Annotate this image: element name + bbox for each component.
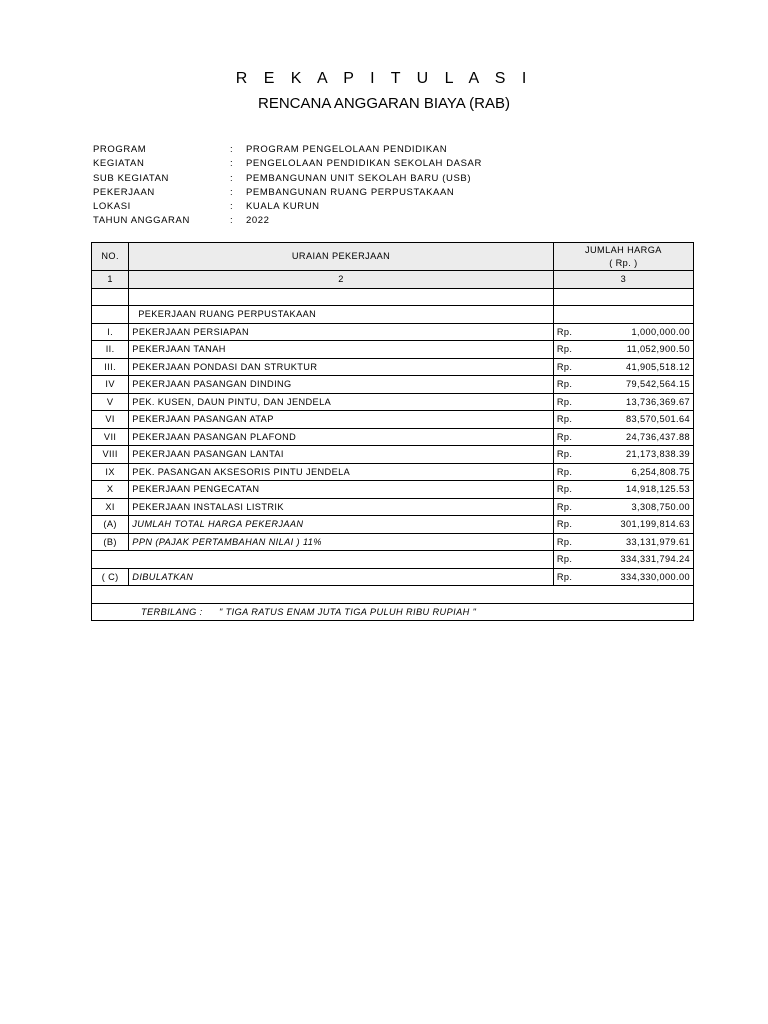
rounded-no: ( C) <box>92 568 129 586</box>
row-amount: 6,254,808.75 <box>586 463 693 481</box>
header-desc: URAIAN PEKERJAAN <box>129 243 554 271</box>
row-no: III. <box>92 358 129 376</box>
document-title: R E K A P I T U L A S I <box>235 70 533 87</box>
terbilang-label: TERBILANG : <box>141 606 203 617</box>
info-label: LOKASI <box>93 201 131 213</box>
row-amount: 79,542,564.15 <box>586 376 693 394</box>
row-no: V <box>92 393 129 411</box>
row-amount: 41,905,518.12 <box>586 358 693 376</box>
row-currency: Rp. <box>553 393 586 411</box>
total-amount: 301,199,814.63 <box>586 516 693 534</box>
header-no: NO. <box>92 243 129 271</box>
blank-row <box>92 288 694 306</box>
row-desc: PEK. KUSEN, DAUN PINTU, DAN JENDELA <box>129 393 554 411</box>
row-amount: 83,570,501.64 <box>586 411 693 429</box>
info-label: KEGIATAN <box>93 158 145 170</box>
row-desc: PEKERJAAN PENGECATAN <box>129 481 554 499</box>
rounded-amount: 334,330,000.00 <box>586 568 693 586</box>
info-label: PROGRAM <box>93 144 147 155</box>
row-desc: PEK. PASANGAN AKSESORIS PINTU JENDELA <box>129 463 554 481</box>
row-no: IX <box>92 463 129 481</box>
info-row-pekerjaan <box>93 186 482 200</box>
row-currency: Rp. <box>553 498 586 516</box>
info-value: PROGRAM PENGELOLAAN PENDIDIKAN <box>246 144 448 155</box>
info-row-program <box>93 143 482 157</box>
index-3: 3 <box>553 271 693 289</box>
table-header-row <box>92 243 694 271</box>
info-label: SUB KEGIATAN <box>93 172 170 184</box>
index-1: 1 <box>92 271 129 289</box>
info-row-tahun-anggaran <box>93 214 482 228</box>
info-row-kegiatan <box>93 157 482 171</box>
table-row <box>92 411 694 429</box>
row-desc: PEKERJAAN PASANGAN DINDING <box>129 376 554 394</box>
row-amount: 1,000,000.00 <box>586 323 693 341</box>
document-subtitle: RENCANA ANGGARAN BIAYA (RAB) <box>257 95 510 112</box>
row-currency: Rp. <box>553 411 586 429</box>
table-row <box>92 323 694 341</box>
column-index-row <box>92 271 694 289</box>
table-row <box>92 341 694 359</box>
info-separator: : <box>230 144 234 155</box>
grand-total-row <box>92 551 694 569</box>
info-row-lokasi <box>93 200 482 214</box>
table-row <box>92 498 694 516</box>
row-amount: 24,736,437.88 <box>586 428 693 446</box>
section-row <box>92 306 694 324</box>
table-row <box>92 446 694 464</box>
ppn-desc: PPN (PAJAK PERTAMBAHAN NILAI ) 11% <box>129 533 554 551</box>
grand-amount: 334,331,794.24 <box>586 551 693 569</box>
info-separator: : <box>230 215 234 227</box>
section-title: PEKERJAAN RUANG PERPUSTAKAAN <box>129 306 554 324</box>
info-value: 2022 <box>246 215 270 227</box>
row-desc: PEKERJAAN TANAH <box>129 341 554 359</box>
row-currency: Rp. <box>553 323 586 341</box>
ppn-currency: Rp. <box>553 533 586 551</box>
row-no: XI <box>92 498 129 516</box>
rab-table <box>91 242 694 621</box>
row-currency: Rp. <box>553 358 586 376</box>
table-row <box>92 376 694 394</box>
program-info <box>93 143 482 229</box>
info-separator: : <box>230 186 234 198</box>
total-row <box>92 516 694 534</box>
total-desc: JUMLAH TOTAL HARGA PEKERJAAN <box>129 516 554 534</box>
row-amount: 21,173,838.39 <box>586 446 693 464</box>
ppn-no: (B) <box>92 533 129 551</box>
terbilang-text: " TIGA RATUS ENAM JUTA TIGA PULUH RIBU RUPIAH " <box>219 606 477 617</box>
table-row <box>92 481 694 499</box>
info-row-sub-kegiatan <box>93 172 482 186</box>
ppn-amount: 33,131,979.61 <box>586 533 693 551</box>
total-currency: Rp. <box>553 516 586 534</box>
row-currency: Rp. <box>553 481 586 499</box>
row-desc: PEKERJAAN PERSIAPAN <box>129 323 554 341</box>
rounded-currency: Rp. <box>553 568 586 586</box>
row-desc: PEKERJAAN PASANGAN LANTAI <box>129 446 554 464</box>
info-value: PEMBANGUNAN UNIT SEKOLAH BARU (USB) <box>246 172 472 184</box>
row-desc: PEKERJAAN PASANGAN PLAFOND <box>129 428 554 446</box>
table-row <box>92 428 694 446</box>
row-currency: Rp. <box>553 341 586 359</box>
terbilang-row <box>92 603 694 621</box>
row-desc: PEKERJAAN PONDASI DAN STRUKTUR <box>129 358 554 376</box>
row-no: VIII <box>92 446 129 464</box>
blank-row <box>92 586 694 604</box>
row-no: IV <box>92 376 129 394</box>
row-no: VI <box>92 411 129 429</box>
grand-currency: Rp. <box>553 551 586 569</box>
info-separator: : <box>230 201 234 213</box>
info-value: PENGELOLAAN PENDIDIKAN SEKOLAH DASAR <box>246 158 482 170</box>
row-currency: Rp. <box>553 376 586 394</box>
row-amount: 13,736,369.67 <box>586 393 693 411</box>
rounded-row <box>92 568 694 586</box>
row-currency: Rp. <box>553 446 586 464</box>
total-no: (A) <box>92 516 129 534</box>
header-amount-line2: ( Rp. ) <box>609 257 638 268</box>
header-amount-line1: JUMLAH HARGA <box>585 244 662 255</box>
info-label: PEKERJAAN <box>93 186 155 198</box>
row-no: II. <box>92 341 129 359</box>
table-row <box>92 358 694 376</box>
ppn-row <box>92 533 694 551</box>
table-row <box>92 393 694 411</box>
info-label: TAHUN ANGGARAN <box>93 215 190 227</box>
row-amount: 14,918,125.53 <box>586 481 693 499</box>
row-currency: Rp. <box>553 463 586 481</box>
row-currency: Rp. <box>553 428 586 446</box>
info-separator: : <box>230 158 234 170</box>
row-amount: 3,308,750.00 <box>586 498 693 516</box>
info-separator: : <box>230 172 234 184</box>
header-amount <box>553 243 693 271</box>
row-desc: PEKERJAAN PASANGAN ATAP <box>129 411 554 429</box>
info-value: PEMBANGUNAN RUANG PERPUSTAKAAN <box>246 186 455 198</box>
row-no: I. <box>92 323 129 341</box>
table-row <box>92 463 694 481</box>
info-value: KUALA KURUN <box>246 201 320 213</box>
rounded-desc: DIBULATKAN <box>129 568 554 586</box>
row-no: VII <box>92 428 129 446</box>
row-desc: PEKERJAAN INSTALASI LISTRIK <box>129 498 554 516</box>
row-amount: 11,052,900.50 <box>586 341 693 359</box>
index-2: 2 <box>129 271 554 289</box>
row-no: X <box>92 481 129 499</box>
